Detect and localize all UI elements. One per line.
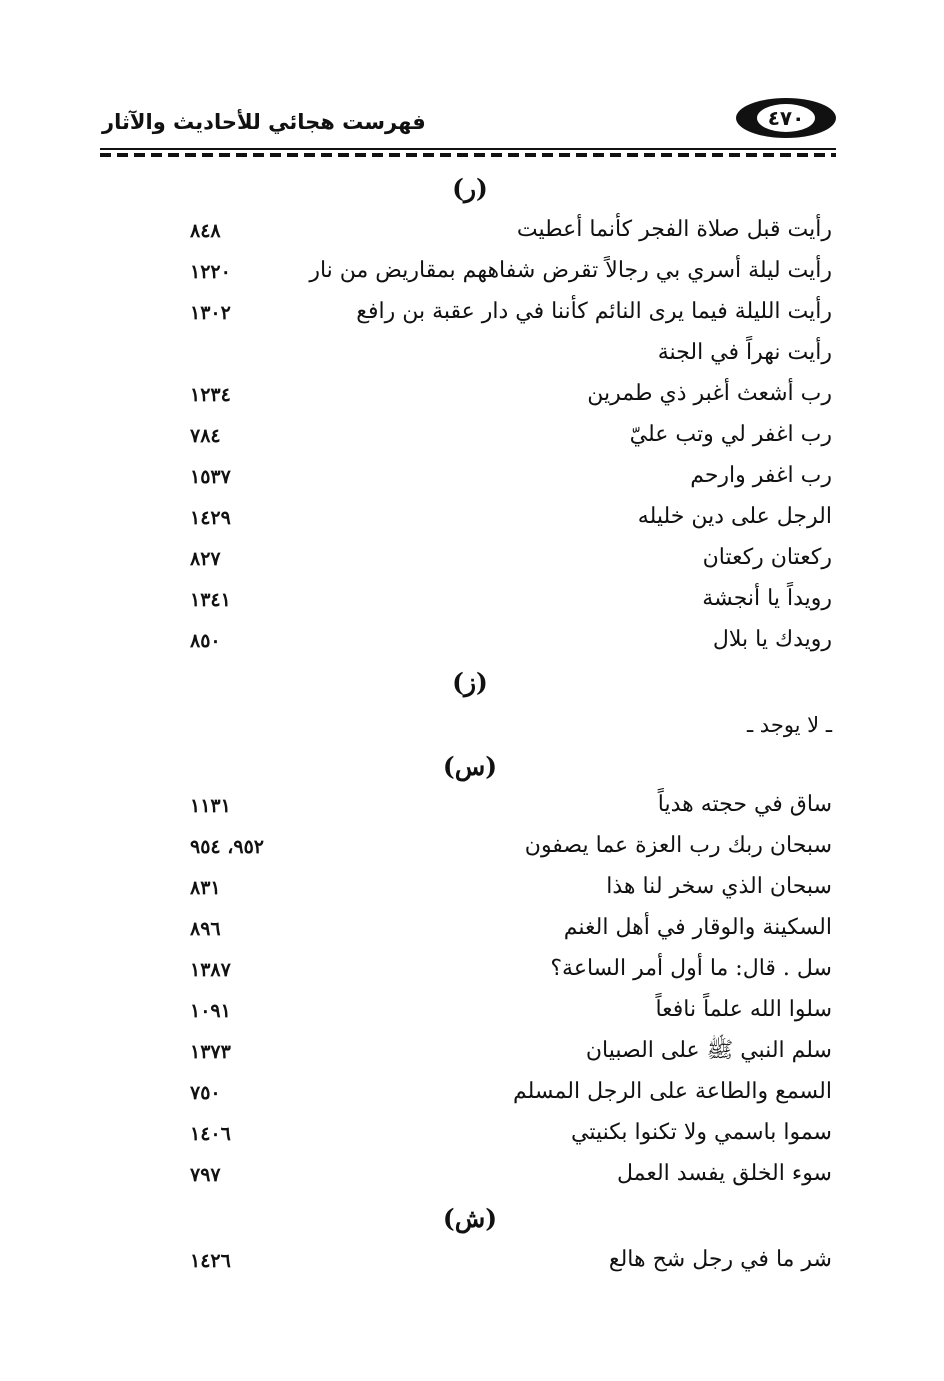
entry-text: السكينة والوقار في أهل الغنم (563, 915, 832, 940)
entry-ref: ١٣٤١ (190, 589, 231, 611)
index-entry (190, 868, 832, 906)
entry-ref: ١٣٧٣ (190, 1041, 231, 1063)
entry-text: سبحان ربك رب العزة عما يصفون (524, 833, 832, 858)
index-entry (190, 909, 832, 947)
entry-text: سل . قال: ما أول أمر الساعة؟ (550, 956, 832, 981)
index-entry (190, 1114, 832, 1152)
section-heading-shin: (ش) (442, 1204, 498, 1233)
entry-ref: ٨٣١ (190, 877, 221, 899)
entry-ref: ٨٩٦ (190, 918, 221, 940)
index-entry (190, 498, 832, 536)
entry-ref: ١٤٢٦ (190, 1250, 231, 1272)
entry-ref: ٧٨٤ (190, 425, 221, 447)
entry-text: رأيت ليلة أسري بي رجالاً تقرض شفاههم بمقاريض من نار (309, 258, 832, 283)
index-entry (190, 991, 832, 1029)
header-rule (100, 148, 836, 153)
entry-ref: ١٢٢٠ (190, 261, 231, 283)
entry-ref: ٧٥٠ (190, 1082, 221, 1104)
entry-ref: ٨٥٠ (190, 630, 221, 652)
page-header (100, 96, 836, 146)
entry-text: السمع والطاعة على الرجل المسلم (513, 1079, 832, 1104)
index-entry (190, 539, 832, 577)
entry-text: رب اغفر وارحم (690, 463, 832, 488)
entry-text: سوء الخلق يفسد العمل (616, 1161, 832, 1186)
entry-text: رب أشعث أغبر ذي طمرين (587, 381, 832, 406)
index-entry (190, 580, 832, 618)
entry-text: الرجل على دين خليله (637, 504, 832, 529)
section-heading-zay: (ز) (452, 668, 488, 697)
entry-ref: ١٥٣٧ (190, 466, 231, 488)
entry-text: رأيت قبل صلاة الفجر كأنما أعطيت (516, 217, 832, 242)
index-entry (190, 293, 832, 331)
entry-text: سبحان الذي سخر لنا هذا (606, 874, 832, 899)
entry-text: سموا باسمي ولا تكنوا بكنيتي (570, 1120, 832, 1145)
index-entry (190, 786, 832, 824)
entry-ref: ٩٥٢، ٩٥٤ (190, 836, 264, 858)
empty-section-note: ـ لا يوجد ـ (746, 713, 832, 737)
entry-text: ركعتان ركعتان (702, 545, 832, 570)
entry-text: سلوا الله علماً نافعاً (655, 997, 832, 1022)
entry-text: رويداً يا أنجشة (702, 586, 832, 611)
entry-text: رأيت الليلة فيما يرى النائم كأننا في دار عقبة بن رافع (356, 299, 832, 324)
page-number-badge (736, 98, 836, 138)
index-entry (190, 1241, 832, 1279)
index-entry (190, 950, 832, 988)
entry-text: سلم النبي ﷺ على الصبيان (585, 1038, 832, 1063)
entry-ref: ١١٣١ (190, 795, 231, 817)
entry-ref: ٨٤٨ (190, 220, 221, 242)
entry-text: رأيت نهراً في الجنة (657, 340, 832, 365)
entry-ref: ٨٢٧ (190, 548, 221, 570)
index-entry (190, 211, 832, 249)
index-entry (190, 416, 832, 454)
index-entry (190, 252, 832, 290)
entry-text: رب اغفر لي وتب عليّ (629, 422, 832, 447)
section-heading-sin: (س) (442, 752, 498, 781)
entry-ref: ١٣٠٢ (190, 302, 231, 324)
entry-text: رويدك يا بلال (712, 627, 832, 652)
index-entry (190, 1155, 832, 1193)
entry-ref: ٧٩٧ (190, 1164, 221, 1186)
entry-text: ساق في حجته هدياً (657, 792, 832, 817)
entry-ref: ١٤٠٦ (190, 1123, 231, 1145)
index-entry (190, 621, 832, 659)
page-number: ٤٧٠ (757, 104, 815, 132)
entry-ref: ١٣٨٧ (190, 959, 231, 981)
running-title: فهرست هجائي للأحاديث والآثار (102, 110, 426, 134)
entry-ref: ١٢٣٤ (190, 384, 231, 406)
index-entry (190, 457, 832, 495)
section-heading-ra: (ر) (452, 174, 488, 203)
index-entry (190, 334, 832, 372)
entry-text: شر ما في رجل شح هالع (608, 1247, 832, 1272)
index-entry (190, 375, 832, 413)
entry-ref: ١٤٢٩ (190, 507, 231, 529)
index-entry (190, 827, 832, 865)
index-entry (190, 1032, 832, 1070)
entry-ref: ١٠٩١ (190, 1000, 231, 1022)
index-entry (190, 1073, 832, 1111)
